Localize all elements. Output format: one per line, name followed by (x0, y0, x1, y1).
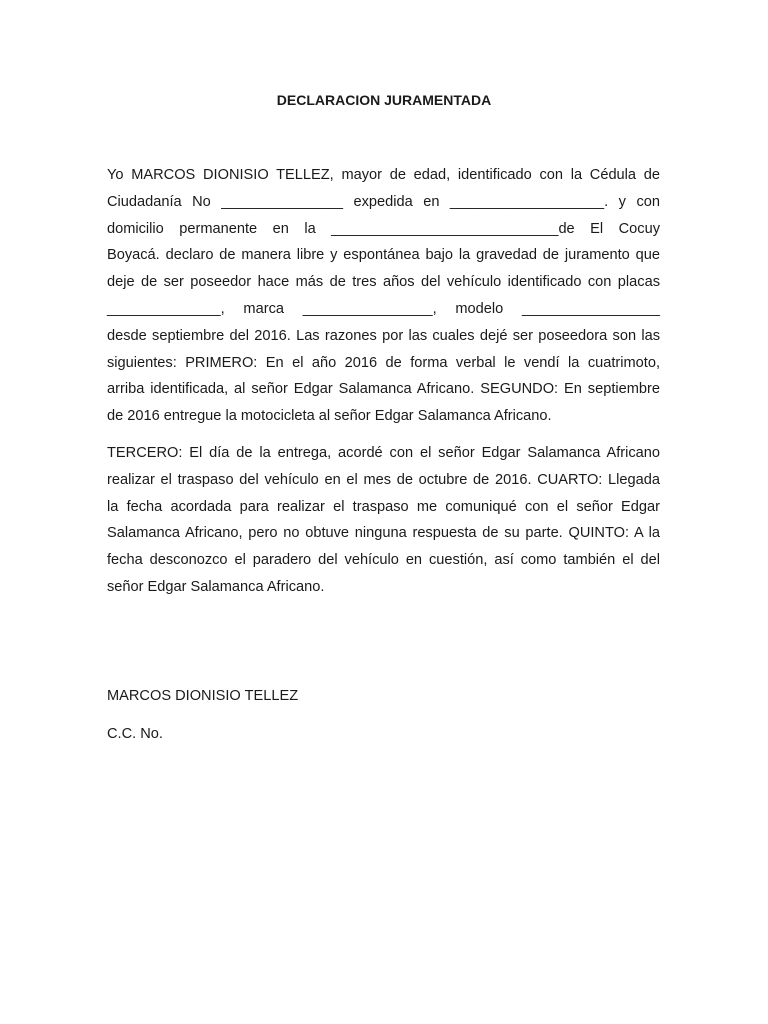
text-line: Salamanca Africano, pero no obtuve ninguna respuesta de su parte. QUINTO: A la (107, 525, 660, 542)
text-line: TERCERO: El día de la entrega, acordé con el señor Edgar Salamanca Africano (107, 445, 660, 461)
text-line: Yo MARCOS DIONISIO TELLEZ, mayor de edad, identificado con la Cédula de (107, 167, 660, 183)
text-line: la fecha acordada para realizar el traspaso me comuniqué con el señor Edgar (107, 498, 660, 515)
text-line: desde septiembre del 2016. Las razones por las cuales dejé ser poseedora son las (107, 327, 660, 344)
text-line: de 2016 entregue la motocicleta al señor Edgar Salamanca Africano. (107, 408, 552, 425)
text-line: señor Edgar Salamanca Africano. (107, 578, 325, 595)
text-line: ______________, marca ________________, modelo _________________ (107, 300, 660, 317)
text-line: siguientes: PRIMERO: En el año 2016 de forma verbal le vendí la cuatrimoto, (107, 354, 660, 371)
text-line: fecha desconozco el paradero del vehículo en cuestión, así como también el del (107, 552, 660, 569)
text-line: arriba identificada, al señor Edgar Salamanca Africano. SEGUNDO: En septiembre (107, 381, 660, 398)
signature-name: MARCOS DIONISIO TELLEZ (107, 688, 299, 704)
document-title: DECLARACION JURAMENTADA (276, 92, 492, 108)
paragraph-declaration (107, 162, 660, 430)
text-line: deje de ser poseedor hace más de tres años del vehículo identificado con placas (107, 274, 660, 291)
paragraph-facts (107, 440, 660, 601)
text-line: Ciudadanía No _______________ expedida en ___________________. y con (107, 193, 660, 210)
signature-id-label: C.C. No. (107, 726, 163, 742)
text-line: Boyacá. declaro de manera libre y espontánea bajo la gravedad de juramento que (107, 247, 660, 264)
text-line: realizar el traspaso del vehículo en el mes de octubre de 2016. CUARTO: Llegada (107, 471, 660, 488)
text-line: domicilio permanente en la ____________________________de El Cocuy (107, 220, 660, 237)
